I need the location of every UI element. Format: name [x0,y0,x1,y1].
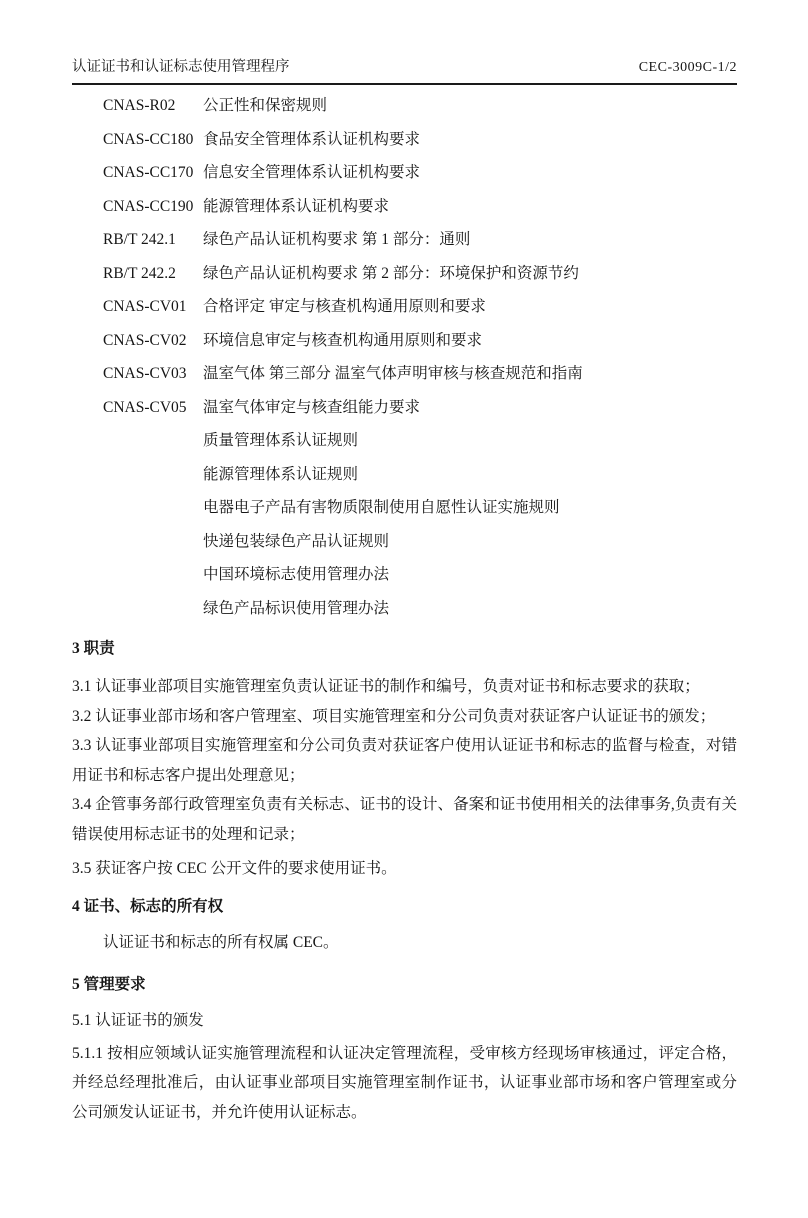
reference-code: RB/T 242.1 [103,231,176,248]
reference-title: 电器电子产品有害物质限制使用自愿性认证实施规则 [203,499,560,516]
reference-title: 环境信息审定与核查机构通用原则和要求 [203,331,483,349]
paragraph-4: 认证证书和标志的所有权属 CEC。 [103,933,339,951]
reference-row [72,458,737,492]
paragraph-3-1: 3.1 认证事业部项目实施管理室负责认证证书的制作和编号，负责对证书和标志要求的获取； [72,678,700,695]
reference-code: CNAS-CC170 [103,164,194,181]
reference-row [72,424,737,458]
reference-code: CNAS-CV01 [103,298,187,315]
reference-code: CNAS-CV02 [103,331,187,349]
reference-code: CNAS-CV05 [103,398,187,416]
reference-title: 绿色产品认证机构要求 第 1 部分：通则 [203,231,471,248]
reference-title: 信息安全管理体系认证机构要求 [203,164,421,181]
reference-code [103,424,203,458]
paragraph-3-2: 3.2 认证事业部市场和客户管理室、项目实施管理室和分公司负责对获证客户认证证书的颁发； [72,707,716,725]
reference-code: CNAS-CV03 [103,365,187,382]
reference-row [72,324,737,358]
reference-row [72,391,737,425]
reference-title: 质量管理体系认证规则 [203,432,359,449]
reference-code [103,525,203,559]
reference-title: 能源管理体系认证规则 [203,465,359,483]
reference-row [72,190,737,224]
reference-code [103,558,203,592]
reference-code: CNAS-CC190 [103,197,194,215]
reference-code: RB/T 242.2 [103,264,176,282]
reference-title: 温室气体审定与核查组能力要求 [203,398,421,416]
reference-row [72,156,737,190]
reference-title: 食品安全管理体系认证机构要求 [203,130,421,148]
paragraph-5-1: 5.1 认证证书的颁发 [72,1012,204,1029]
reference-row [72,89,737,123]
reference-title: 能源管理体系认证机构要求 [203,197,390,215]
paragraph-3-3: 3.3 认证事业部项目实施管理室和分公司负责对获证客户使用认证证书和标志的监督与检查，对错用证书和标志客户提出处理意见； [72,737,737,784]
reference-row [72,592,737,626]
reference-row [72,558,737,592]
document-title: 认证证书和认证标志使用管理程序 [72,59,290,75]
reference-row [72,257,737,291]
reference-title: 快递包装绿色产品认证规则 [203,532,390,550]
reference-row [72,357,737,391]
section-heading-responsibilities: 3 职责 [72,640,115,657]
paragraph-5-1-1: 5.1.1 按相应领域认证实施管理流程和认证决定管理流程，受审核方经现场审核通过，评定合格，并经总经理批准后，由认证事业部项目实施管理室制作证书，认证事业部市场和客户管理室或分公司颁发认证证书，并允许使用认证标志。 [72,1044,737,1121]
reference-list [72,89,737,625]
section-heading-management: 5 管理要求 [72,976,146,993]
reference-code [103,592,203,626]
reference-code [103,491,203,525]
section-heading-ownership: 4 证书、标志的所有权 [72,897,224,915]
reference-title: 温室气体 第三部分 温室气体声明审核与核查规范和指南 [203,365,583,382]
paragraph-3-5: 3.5 获证客户按 CEC 公开文件的要求使用证书。 [72,860,397,877]
reference-title: 绿色产品标识使用管理办法 [203,599,390,617]
reference-row [72,123,737,157]
document-number: CEC-3009C-1/2 [638,60,737,75]
page-header [72,55,737,85]
reference-code: CNAS-CC180 [103,130,194,148]
reference-title: 中国环境标志使用管理办法 [203,566,390,583]
reference-row [72,223,737,257]
reference-row [72,290,737,324]
reference-title: 绿色产品认证机构要求 第 2 部分：环境保护和资源节约 [203,264,579,282]
reference-title: 公正性和保密规则 [203,97,328,114]
reference-row [72,491,737,525]
reference-row [72,525,737,559]
reference-code [103,458,203,492]
paragraph-3-4: 3.4 企管事务部行政管理室负责有关标志、证书的设计、备案和证书使用相关的法律事务,负责有关错误使用标志证书的处理和记录； [72,796,737,843]
reference-code: CNAS-R02 [103,97,176,114]
reference-title: 合格评定 审定与核查机构通用原则和要求 [203,298,486,315]
